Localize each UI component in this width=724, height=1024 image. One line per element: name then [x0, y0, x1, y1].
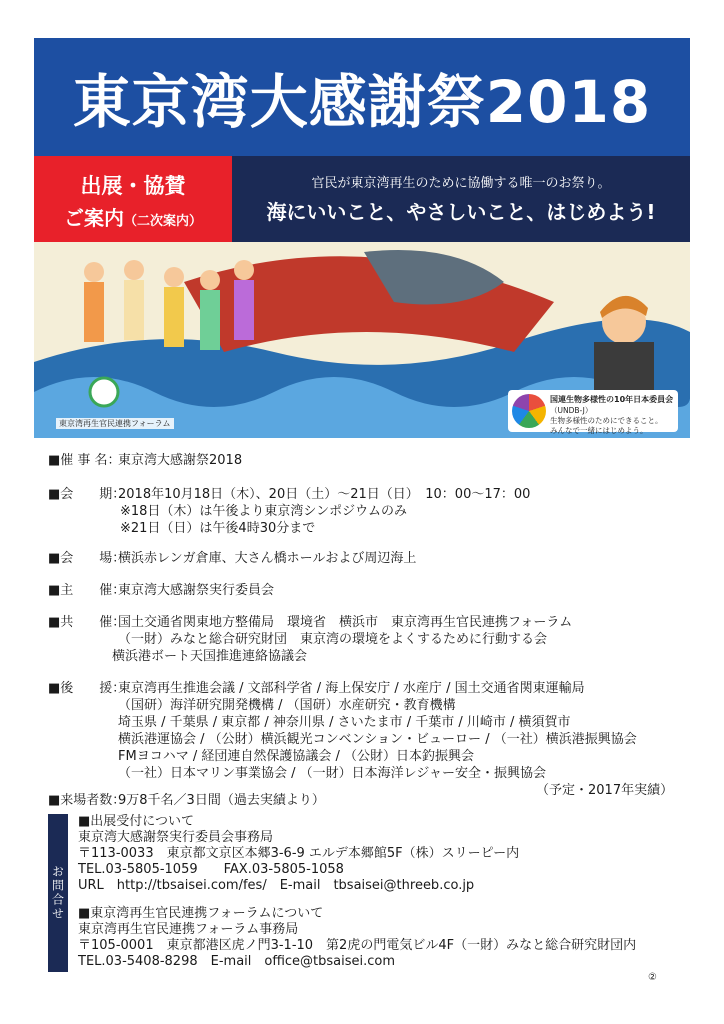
contact-line7: 東京湾再生官民連携フォーラム事務局 — [78, 922, 299, 937]
unbd-line2: 生物多様性のためにできること。 — [550, 416, 663, 425]
slogan: 海にいいこと、やさしいこと、はじめよう! — [266, 200, 656, 224]
period-label: ■会 期： — [48, 487, 126, 502]
support-line1: 東京湾再生推進会議 / 文部科学省 / 海上保安庁 / 水産庁 / 国土交通省関東運輸局 — [118, 681, 585, 696]
unbd-logo-icon — [512, 394, 546, 428]
host-value: 東京湾大感謝祭2018 — [118, 453, 243, 468]
support-label: ■後 援： — [48, 681, 126, 696]
venue-value: 横浜赤レンガ倉庫、大さん橋ホールおよび周辺海上 — [118, 551, 417, 566]
unbd-line3: みんなで一緒にはじめよう。 — [550, 426, 648, 435]
badge-line1: 出展・協賛 — [80, 174, 186, 198]
badge-line2-text: ご案内 — [63, 206, 124, 230]
invitation-badge — [34, 156, 232, 242]
period-note1: ※18日（木）は午後より東京湾シンポジウムのみ — [120, 504, 407, 519]
contact-section — [48, 814, 688, 974]
support-line6: （一社）日本マリン事業協会 / （一財）日本海洋レジャー安全・振興協会 — [118, 766, 547, 781]
period-value: 2018年10月18日（木）、20日（土）～21日（日） 10：00～17：00 — [118, 487, 531, 502]
contact-line2: 東京湾大感謝祭実行委員会事務局 — [78, 830, 274, 845]
unbd-title: 国連生物多様性の10年日本委員会 — [550, 395, 674, 404]
contact-line3: 〒113-0033 東京都文京区本郷3-6-9 エルデ本郷館5F（株）スリーピー内 — [78, 846, 520, 861]
support-line3: 埼玉県 / 千葉県 / 東京都 / 神奈川県 / さいたま市 / 千葉市 / 川崎市 / 横須賀市 — [118, 715, 571, 730]
contact-line5[interactable]: URL http://tbsaisei.com/fes/ E-mail tbsaisei@threeb.co.jp — [78, 878, 475, 893]
cohost-line1: 国土交通省関東地方整備局 環境省 横浜市 東京湾再生官民連携フォーラム — [118, 615, 573, 630]
visitors-label: ■来場者数： — [48, 793, 126, 808]
contact-line4: TEL.03-5805-1059 FAX.03-5805-1058 — [78, 862, 344, 877]
cohost-line2: （一財）みなと総合研究財団 東京湾の環境をよくするために行動する会 — [118, 632, 548, 647]
event-title: 東京湾大感謝祭2018 — [72, 68, 652, 136]
support-line2: （国研）海洋研究開発機構 / （国研）水産研究・教育機構 — [118, 698, 456, 713]
support-line7: （予定・2017年実績） — [536, 783, 674, 798]
hero-illustration — [34, 242, 690, 438]
contact-line6: ■東京湾再生官民連携フォーラムについて — [78, 906, 324, 921]
unbd-logo-box — [508, 390, 678, 435]
organizer-value: 東京湾大感謝祭実行委員会 — [118, 583, 275, 598]
badge-note: （二次案内） — [123, 214, 202, 229]
tagline: 官民が東京湾再生のために協働する唯一のお祭り。 — [311, 176, 611, 191]
slogan-banner — [232, 156, 690, 242]
title-banner — [34, 38, 690, 156]
cohost-label: ■共 催： — [48, 615, 126, 630]
support-line4: 横浜港運協会 / （公財）横浜観光コンベンション・ビューロー / （一社）横浜港振興協会 — [118, 732, 637, 747]
page-number: ② — [648, 972, 657, 983]
venue-label: ■会 場： — [48, 551, 126, 566]
period-note2: ※21日（日）は午後4時30分まで — [120, 521, 316, 536]
contact-side-label: お問合せ — [48, 814, 68, 972]
contact-line8: 〒105-0001 東京都港区虎ノ門3-1-10 第2虎の門電気ビル4F（一財）みなと総合研究財団内 — [78, 938, 637, 953]
forum-label: 東京湾再生官民連携フォーラム — [56, 418, 174, 429]
badge-line2 — [34, 202, 232, 231]
support-line5: FMヨコハマ / 経団連自然保護協議会 / （公財）日本釣振興会 — [118, 749, 474, 764]
contact-line9[interactable]: TEL.03-5408-8298 E-mail office@tbsaisei.com — [78, 954, 396, 969]
unbd-text — [550, 406, 663, 436]
cohost-line3: 横浜港ボート天国推進連絡協議会 — [112, 649, 308, 664]
host-label: ■催 事 名： — [48, 453, 121, 468]
visitors-value: 9万8千名／3日間（過去実績より） — [118, 793, 325, 808]
unbd-line1: （UNDB-J） — [550, 406, 593, 415]
organizer-label: ■主 催： — [48, 583, 126, 598]
contact-line1: ■出展受付について — [78, 814, 195, 829]
